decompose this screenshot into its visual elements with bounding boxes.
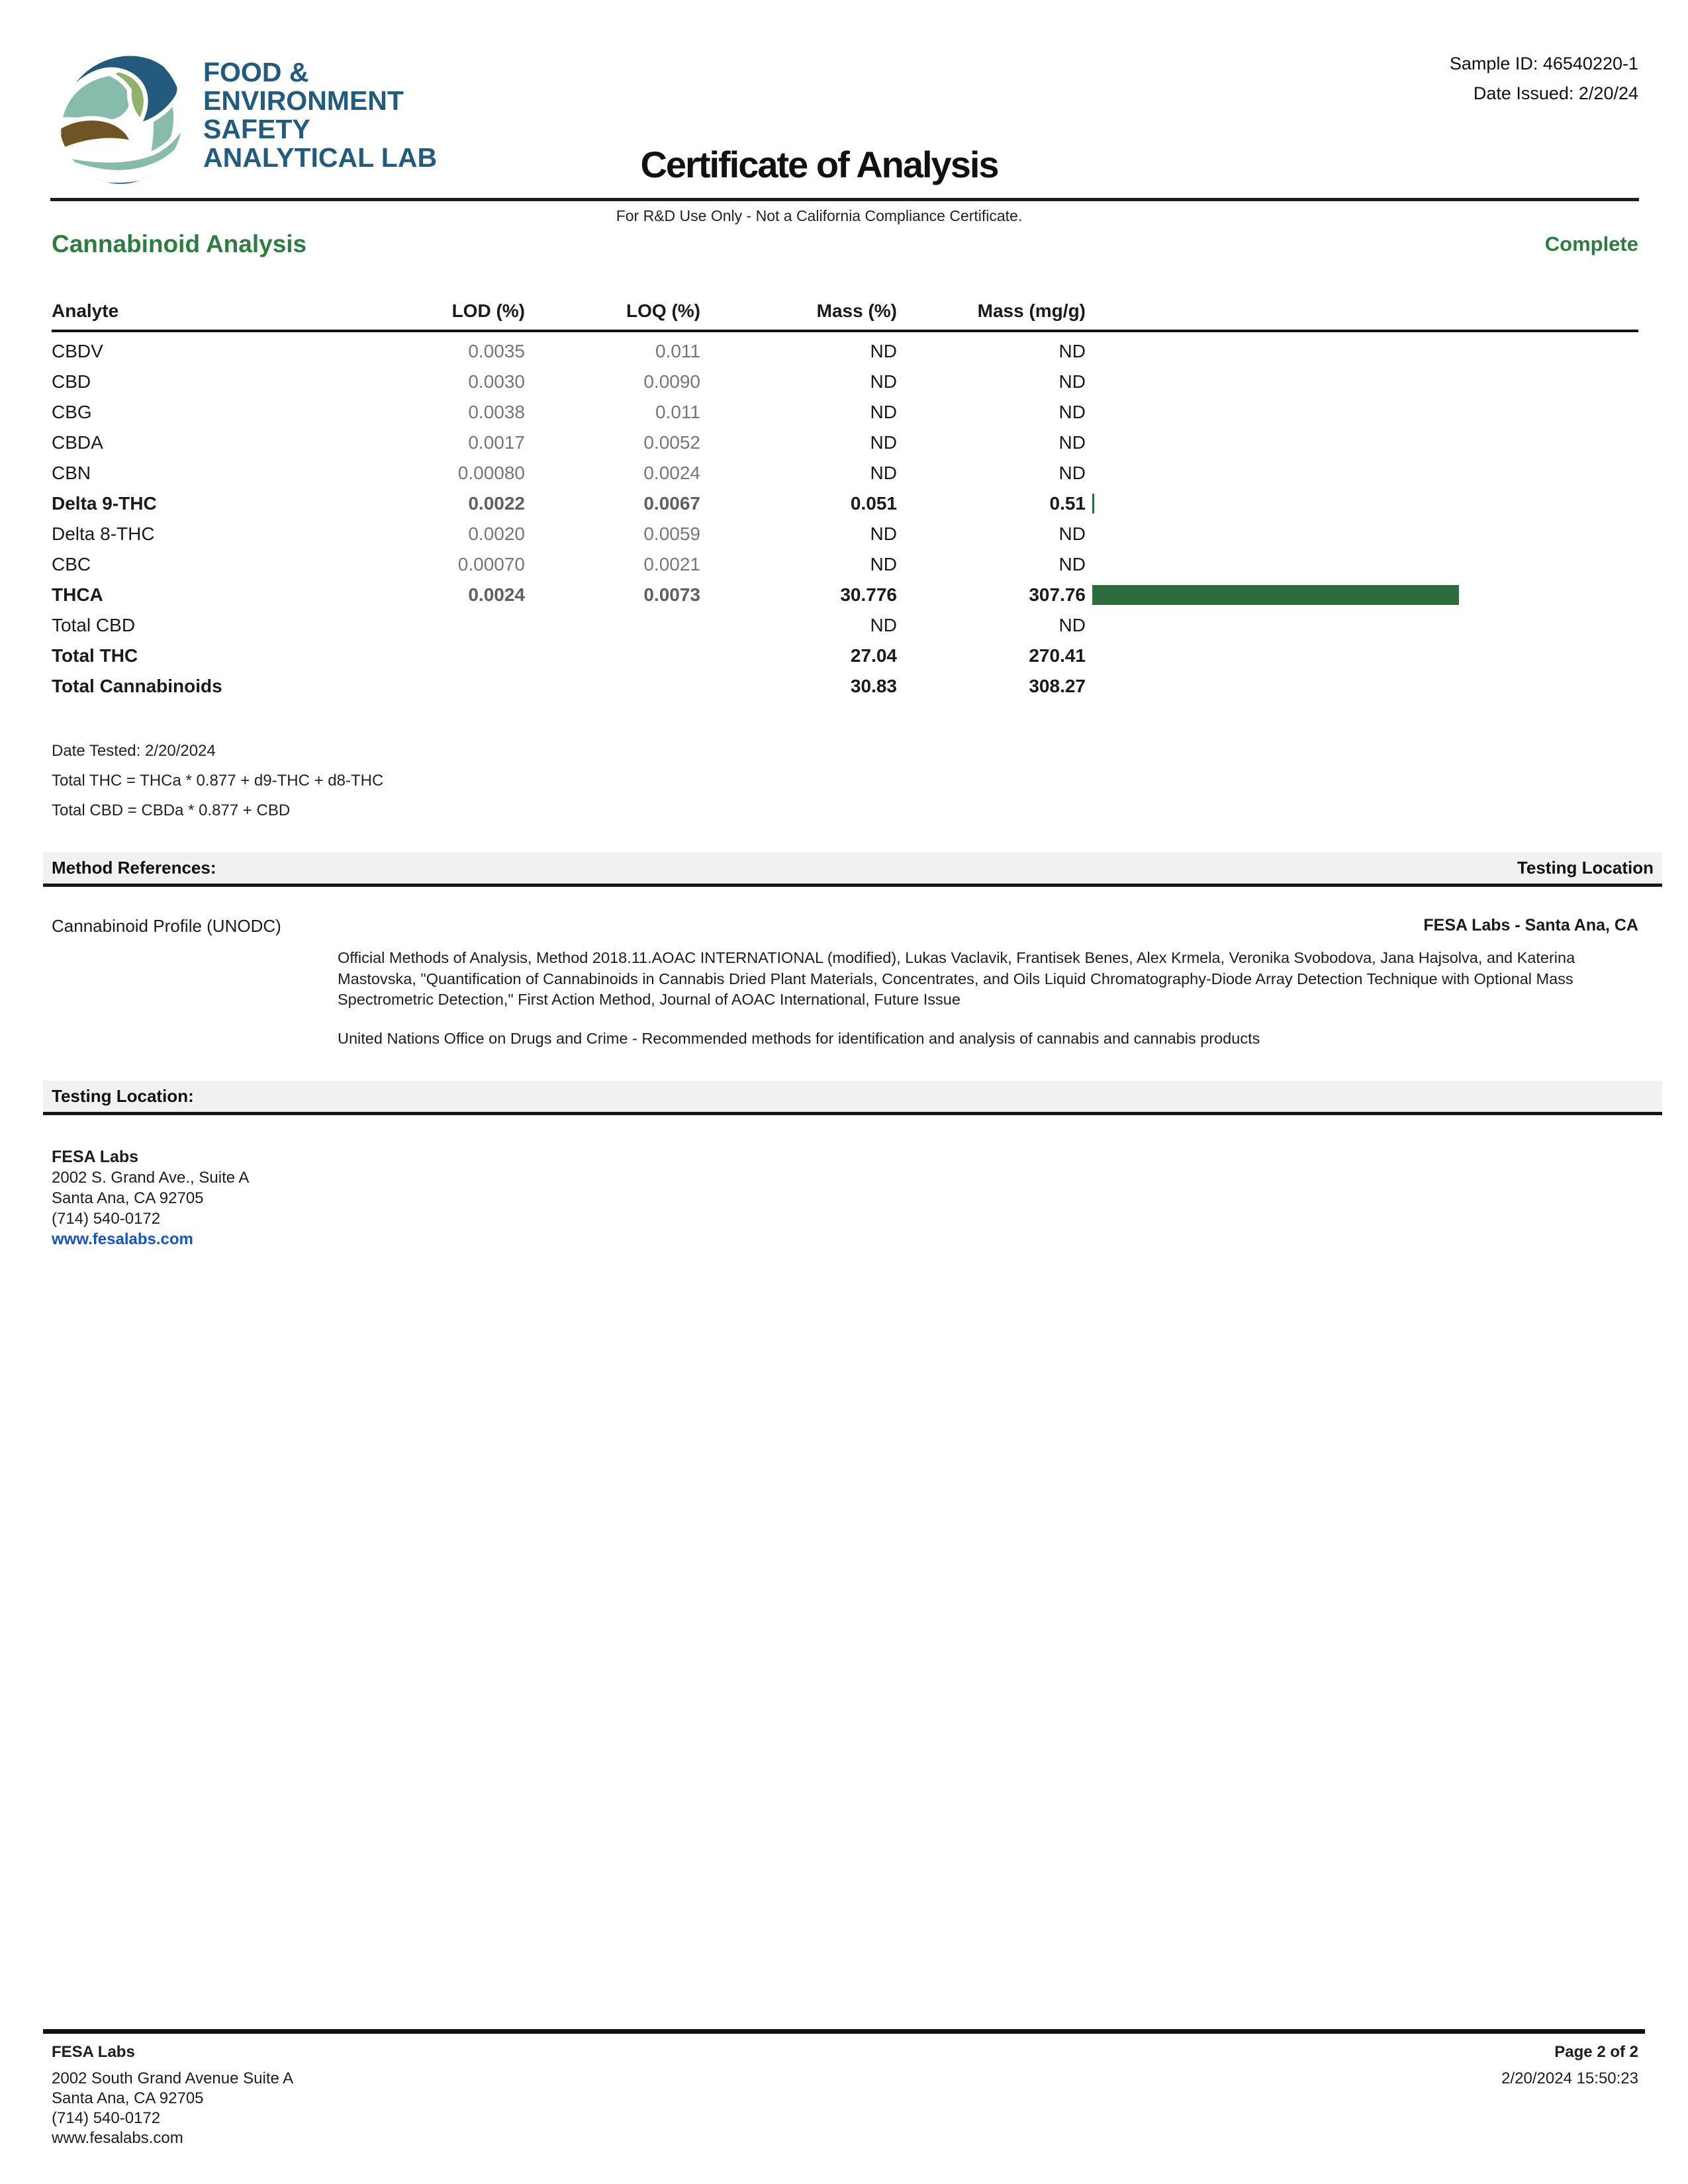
analysis-notes (52, 736, 383, 825)
mass-bar (1092, 585, 1459, 605)
loq-value: 0.0059 (643, 523, 700, 544)
mass-percent-value: ND (870, 341, 897, 361)
lod-value: 0.0022 (468, 493, 525, 514)
lab-address-line1: 2002 S. Grand Ave., Suite A (52, 1169, 250, 1187)
mass-mg-g-value: ND (1058, 554, 1086, 574)
mass-percent-value: ND (870, 554, 897, 574)
total-thc-formula: Total THC = THCa * 0.877 + d9-THC + d8-THC (52, 772, 384, 790)
lod-value: 0.0017 (468, 432, 525, 453)
footer-page-block (1501, 2042, 1638, 2148)
table-row (52, 336, 1638, 367)
mass-percent-value: ND (870, 523, 897, 544)
mass-percent-value: ND (870, 371, 897, 392)
table-row (52, 580, 1638, 610)
method-reference-1: Official Methods of Analysis, Method 2018.11.AOAC INTERNATIONAL (modified), Lukas Vaclavik, Frantisek Benes, Alex Krmela, Veronika Svobodova, Jana Hajsolva, and Katerina Mastovska, "Quantification of Cannabinoids in Cannabis Dried Plant Materials, Concentrates, and Oils Liquid Chromatography-Diode Array Detection Technique with Optional Mass Spectrometric Detection," First Action Method, Journal of AOAC International, Future Issue (338, 949, 1575, 1008)
mass-percent-value: 27.04 (850, 645, 897, 666)
print-timestamp: 2/20/2024 15:50:23 (1501, 2070, 1638, 2087)
mass-mg-g-value: 307.76 (1029, 584, 1086, 605)
mass-percent-value: ND (870, 615, 897, 635)
mass-mg-g-value: ND (1058, 432, 1086, 453)
logo-line-4: ANALYTICAL LAB (203, 142, 438, 173)
mass-percent-value: ND (870, 432, 897, 453)
cannabinoid-table (52, 295, 1638, 702)
compliance-note: For R&D Use Only - Not a California Compliance Certificate. (616, 207, 1023, 224)
lod-value: 0.0030 (468, 371, 525, 392)
mass-bar-track (1086, 488, 1638, 519)
lod-value (344, 641, 525, 671)
analyte-name: Total THC (52, 645, 138, 666)
lod-value: 0.00080 (457, 463, 525, 483)
method-reference-text (338, 948, 1645, 1049)
page-footer (52, 2042, 1638, 2148)
mass-percent-value: 30.83 (850, 676, 897, 696)
lab-name: FESA Labs (52, 1148, 139, 1166)
mass-bar-track (1086, 580, 1638, 610)
testing-location-label: Testing Location: (52, 1086, 194, 1106)
table-row (52, 610, 1638, 641)
lod-value: 0.0038 (468, 402, 525, 422)
lod-value: 0.0035 (468, 341, 525, 361)
analyte-name: CBG (52, 402, 92, 422)
analyte-name: CBDV (52, 341, 103, 361)
method-reference-2: United Nations Office on Drugs and Crime - Recommended methods for identification and analysis of cannabis and cannabis products (338, 1029, 1260, 1047)
lab-phone: (714) 540-0172 (52, 1210, 161, 1228)
analyte-name: Delta 8-THC (52, 523, 155, 544)
mass-bar-track (1086, 610, 1638, 641)
table-row (52, 519, 1638, 549)
section-title: Cannabinoid Analysis (52, 230, 307, 257)
mass-bar-track (1086, 671, 1638, 702)
table-row (52, 488, 1638, 519)
table-row (52, 428, 1638, 458)
lod-value: 0.00070 (457, 554, 525, 574)
lod-value: 0.0020 (468, 523, 525, 544)
analyte-name: CBN (52, 463, 91, 483)
page-title: Certificate of Analysis (640, 144, 998, 185)
mass-bar-track (1086, 397, 1638, 428)
sample-id: Sample ID: 46540220-1 (1449, 54, 1638, 73)
logo-line-1: FOOD & (203, 57, 309, 87)
mass-percent-value: 30.776 (840, 584, 897, 605)
analyte-name: Delta 9-THC (52, 493, 157, 514)
document-meta (1450, 49, 1638, 109)
footer-lab-block (52, 2042, 293, 2148)
table-row (52, 367, 1638, 397)
testing-location-column-label: Testing Location (1517, 858, 1654, 878)
logo-line-3: SAFETY (203, 114, 310, 144)
mass-mg-g-value: ND (1058, 341, 1086, 361)
loq-value: 0.0067 (643, 493, 700, 514)
page-number: Page 2 of 2 (1554, 2043, 1638, 2061)
loq-value: 0.011 (655, 402, 700, 422)
mass-mg-g-value: ND (1058, 463, 1086, 483)
mass-mg-g-value: ND (1058, 402, 1086, 422)
mass-mg-g-value: ND (1058, 615, 1086, 635)
lab-website-link[interactable]: www.fesalabs.com (52, 1230, 193, 1248)
testing-location-address (52, 1147, 249, 1250)
table-header-row (52, 295, 1638, 332)
total-cbd-formula: Total CBD = CBDa * 0.877 + CBD (52, 801, 291, 819)
analyte-name: CBD (52, 371, 91, 392)
method-references-label: Method References: (52, 858, 216, 878)
mass-bar-track (1086, 367, 1638, 397)
loq-value: 0.0090 (643, 371, 700, 392)
mass-mg-g-value: ND (1058, 523, 1086, 544)
lod-value (344, 610, 525, 641)
testing-location-header (43, 1081, 1662, 1115)
mass-bar-track (1086, 519, 1638, 549)
status-badge: Complete (1544, 232, 1638, 255)
lod-value (344, 671, 525, 702)
header-divider (50, 198, 1639, 201)
mass-bar-track (1086, 641, 1638, 671)
loq-value: 0.011 (655, 341, 700, 361)
analyte-name: CBDA (52, 432, 103, 453)
table-row (52, 458, 1638, 488)
mass-percent-value: 0.051 (850, 493, 897, 514)
mass-mg-g-value: 0.51 (1049, 493, 1086, 514)
loq-value (525, 610, 700, 641)
column-header-lod: LOD (%) (451, 300, 525, 321)
mass-mg-g-value: 308.27 (1029, 676, 1086, 696)
method-name: Cannabinoid Profile (UNODC) (52, 916, 281, 936)
footer-lab-name: FESA Labs (52, 2043, 135, 2061)
footer-website: www.fesalabs.com (52, 2129, 183, 2147)
mass-bar (1092, 494, 1094, 514)
mass-mg-g-value: 270.41 (1029, 645, 1086, 666)
footer-address-line2: Santa Ana, CA 92705 (52, 2089, 204, 2107)
column-header-mass: Mass (%) (816, 300, 897, 321)
mass-bar-track (1086, 458, 1638, 488)
footer-address-line1: 2002 South Grand Avenue Suite A (52, 2070, 294, 2087)
table-row (52, 641, 1638, 671)
column-header-mass-mg-g: Mass (mg/g) (977, 300, 1086, 321)
analyte-name: THCA (52, 584, 103, 605)
mass-percent-value: ND (870, 463, 897, 483)
method-references-header (43, 852, 1662, 887)
analyte-name: CBC (52, 554, 91, 574)
logo-line-2: ENVIRONMENT (203, 85, 404, 116)
loq-value (525, 641, 700, 671)
column-header-loq: LOQ (%) (626, 300, 700, 321)
column-header-analyte: Analyte (52, 300, 119, 321)
loq-value (525, 671, 700, 702)
loq-value: 0.0021 (643, 554, 700, 574)
table-row (52, 549, 1638, 580)
footer-divider (43, 2029, 1645, 2034)
mass-bar-track (1086, 336, 1638, 367)
mass-mg-g-value: ND (1058, 371, 1086, 392)
date-tested: Date Tested: 2/20/2024 (52, 742, 216, 760)
loq-value: 0.0024 (643, 463, 700, 483)
table-row (52, 397, 1638, 428)
footer-phone: (714) 540-0172 (52, 2109, 161, 2127)
method-testing-location: FESA Labs - Santa Ana, CA (1423, 916, 1638, 934)
date-issued: Date Issued: 2/20/24 (1473, 83, 1638, 103)
lod-value: 0.0024 (468, 584, 525, 605)
loq-value: 0.0073 (643, 584, 700, 605)
mass-percent-value: ND (870, 402, 897, 422)
analyte-name: Total CBD (52, 615, 136, 635)
mass-bar-track (1086, 549, 1638, 580)
analyte-name: Total Cannabinoids (52, 676, 222, 696)
table-row (52, 671, 1638, 702)
table-body (52, 336, 1638, 702)
loq-value: 0.0052 (643, 432, 700, 453)
mass-bar-track (1086, 428, 1638, 458)
lab-address-line2: Santa Ana, CA 92705 (52, 1189, 204, 1207)
